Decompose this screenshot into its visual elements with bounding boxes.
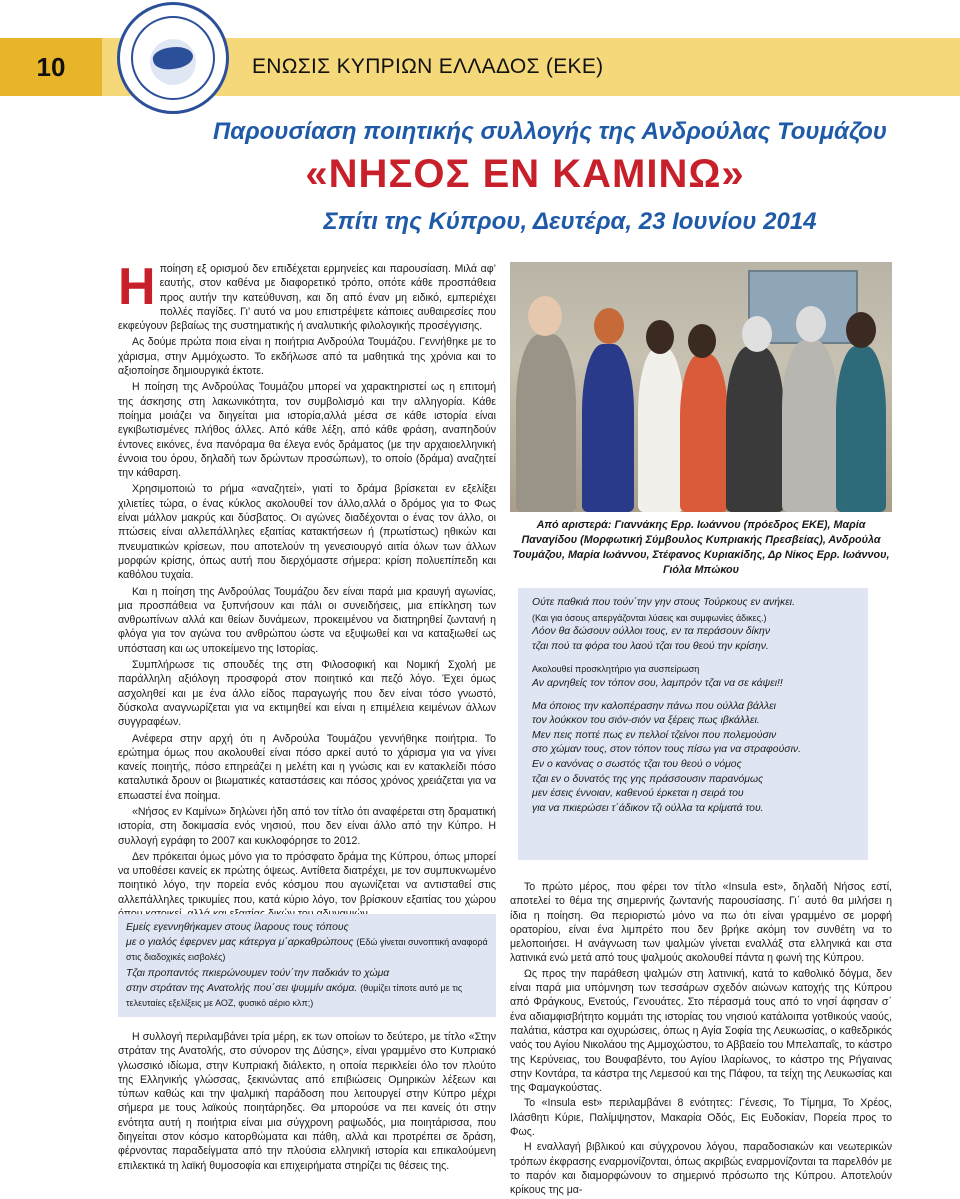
paragraph: Το πρώτο μέρος, που φέρει τον τίτλο «Insula est», δηλαδή Νήσος εστί, αποτελεί το θέμα της σημερινής ζωντανής παρουσίασης. Γι΄ αυτό θα μιλήσει η ίδια η ποίηση. Θα περιοριστώ μόνο να πω ότι είναι γραμμένο σε μορφή ορατορίου, είναι ένα λιμπρέτο που δεν βρήκε ακόμη τον συνθέτη να το μελοποιήσει. Η ανάγνωση των ψαλμών γίνεται εναλλάξ στα ελληνικά και στα λατινικά ενώ μετά από τους ψαλμούς ακολουθεί πάντα η φωνή της Κύπρου. <box>510 881 892 965</box>
quote-line: Εμείς εγεννηθήκαμεν στους ίλαρους τους τόπους <box>126 922 349 933</box>
person <box>782 340 838 512</box>
article-kicker: Παρουσίαση ποιητικής συλλογής της Ανδρούλας Τουμάζου <box>212 118 887 145</box>
poem-line: για να πκιερώσει τ΄άδικον τζι ούλλα τα κρίματά του. <box>532 802 764 814</box>
poem-line: Ούτε παθκιά που τούν΄την γην στους Τούρκους εν ανήκει. <box>532 597 795 608</box>
person-head <box>646 320 674 354</box>
poem-gap <box>532 692 854 700</box>
person <box>836 346 886 512</box>
event-photo <box>510 262 892 512</box>
person <box>582 344 634 512</box>
poem-line: τζαι εν ο δυνατός της γης πράσσουσιν παρανόμως <box>532 773 764 785</box>
paragraph: Η ποίηση της Ανδρούλας Τουμάζου μπορεί να χαρακτηριστεί ως η επιτομή της άσκησης στη λακωνικότητα, τον συμβολισμό και την αλληγορία. Κάθε ποίημα μοιάζει να διηγείται μια ιστορία,αλλά μέσα σε κάθε ιστορία είναι εγκιβωτισμένες πλήθος άλλες. Από κάθε λέξη, από κάθε φράση, αναπηδούν έντονες εικόνες, ένα πανόραμα θα έλεγα ενός δράματος (με την αρχαιοελληνική έννοια του όρου, δηλαδή των δρώντων προσώπων), το οποίο (δράμα) αναζητεί την κάθαρση. <box>118 381 496 480</box>
poem-line: Μα όποιος την καλοπέρασην πάνω που ούλλα βάλλει <box>532 700 776 712</box>
paragraph: Το «Insula est» περιλαμβάνει 8 ενότητες: Γένεσις, Το Τίμημα, Το Χρέος, Ιλάσθητι Κύριε, Παλίμψηστον, Μακαρία Οδός, Εις Ευδοκίαν, Πορεία προς το Φως. <box>510 1097 892 1139</box>
article-title: «ΝΗΣΟΣ ΕΝ ΚΑΜΙΝΩ» <box>305 152 745 196</box>
paragraph: Και η ποίηση της Ανδρούλας Τουμάζου δεν είναι παρά μια κραυγή αγωνίας, μια προσπάθεια να ξυπνήσουν και πάλι οι συνειδήσεις, μια επίκληση των ανθρωπίνων αλλά και θείων δυνάμεων, προκειμένου να διατηρηθεί ζωντανή η φλόγα για τον αγώνα του ανθρώπου ώστε να εξυψωθεί και να καταξιωθεί ως υπόσταση και ως υποκείμενο της Ιστορίας. <box>118 585 496 655</box>
article-subtitle: Σπίτι της Κύπρου, Δευτέρα, 23 Ιουνίου 2014 <box>323 208 817 235</box>
poem-gap <box>532 654 854 662</box>
dropcap: Η <box>118 258 156 316</box>
person <box>680 354 728 512</box>
paragraph: «Νήσος εν Καμίνω» δηλώνει ήδη από τον τίτλο ότι αναφέρεται στη δραματική ιστορία, στη δοκιμασία ενός νησιού, που δεν είναι άλλο από την Κύπρο. Η συλλογή εγράφη το 2007 και κυκλοφόρησε το 2012. <box>118 805 496 847</box>
paragraph: Δεν πρόκειται όμως μόνο για το πρόσφατο δράμα της Κύπρου, όπως μπορεί να υποθέσει κανείς εκ πρώτης όψεως. Αντίθετα διατρέχει, με τον συμπυκνωμένο ποιητικό λόγο, την πορεία ενός κόσμου που αγωνίζεται να αντισταθεί στις αλλεπάλληλες τρικυμίες που, κατά κύριο λόγο, τον βρίσκουν εξαιτίας του χώρου <box>118 850 496 906</box>
cyprus-map-icon <box>151 43 195 73</box>
poem-line: Μεν πεις ποττέ πως εν πελλοί τζείνοι που πολεμούσιν <box>532 729 777 741</box>
poem-line: τον λούκκον του σιόν-σιόν να ξέρεις πως ιβκάλλει. <box>532 715 760 727</box>
right-column <box>510 880 892 1199</box>
photo-caption: Από αριστερά: Γιαννάκης Ερρ. Ιωάννου (πρόεδρος ΕΚΕ), Μαρία Παναγίδου (Μορφωτική Σύμβουλος Κυπριακής Πρεσβείας), Ανδρούλα Τουμάζου, Μαρία Ιωάννου, Στέφανος Κυριακίδης, Δρ Νίκος Ερρ. Ιωάννου, Γιόλα Μπώκου <box>512 519 890 576</box>
paragraph: Ανέφερα στην αρχή ότι η Ανδρούλα Τουμάζου γεννήθηκε ποιήτρια. Το ερώτημα όμως που ακολουθεί είναι πόσο αρκεί αυτό το χάρισμα για να γίνει κανείς ποιητής, πόσο επηρεάζει η μελέτη και η γνώσις και εν κατακλείδι πόσο καταλυτικά δρουν οι βιωματικές καταστάσεις και πόσος χρόνος χρειάζεται για να επωαστεί ένα ποίημα. <box>118 732 496 802</box>
left-column <box>118 258 496 923</box>
person <box>726 346 784 512</box>
paragraph: Χρησιμοποιώ το ρήμα «αναζητεί», γιατί το δράμα βρίσκεται εν εξελίξει χιλιετίες τώρα, ο ένας κύκλος ακολουθεί τον άλλο,αλλά ο δρόμος για το Φως είναι μάλλον μακρύς και δύσβατος. Οι αγώνες διαδέχονται ο ένας τον άλλο, οι πτώσεις είναι αλλεπάλληλες εξαιτίας κατακτήσεων ή (πρωτίστως) ηθικών και πνευματικών κρίσεων, που αποτελούν τη γενεσιουργό αιτία όλων των άλλων μορφών κρίσης, όπως αυτή που διερχόμαστε σήμερα: κρίση πολυεπίπεδη και καθόλου τυχαία. <box>118 483 496 582</box>
poem-line: στο χώμαν τους, στον τόπον τους πίσω για να στραφούσιν. <box>532 744 801 756</box>
person-head <box>594 308 624 344</box>
person-head <box>742 316 772 352</box>
paragraph: Η εναλλαγή βιβλικού και σύγχρονου λόγου, παραδοσιακών και νεωτερικών τρόπων έκφρασης εναρμονίζονται, όπως ακριβώς εναρμονίζονται τα παρελθόν με το παρόν και διαμορφώνουν το σημερινό πρόσωπο της Κύπρου. Αποτελούν κρίκους της μα- <box>510 1141 892 1197</box>
paragraph: Ηποίηση εξ ορισμού δεν επιδέχεται ερμηνείες και παρουσίαση. Μιλά αφ’ εαυτής, στον καθένα με διαφορετικό τρόπο, οπότε κάθε προσπάθεια προς αυτήν την κατεύθυνση, και δη από έναν μη ειδικό, εμπεριέχει πολλές παγίδες. Γι’ αυτό να μου επιστρέψετε κάποιες αυθαιρεσίες που εκφεύγουν βεβαίως της συστηματικής ή αναλυτικής φιλολογικής προσέγγισης. <box>118 258 496 333</box>
poem-line: Αν αρνηθείς τον τόπον σου, λαμπρόν τζαι να σε κάψει!! <box>532 677 783 689</box>
seal-inner <box>131 16 215 100</box>
quote-line: στην στράταν της Ανατολής που΄σει ψυμμίν ακόμα. (θυμίζει τίποτε αυτό με τις τελευταίες εξελίξεις με ΑΟΖ, φυσικό αέριο κλπ;) <box>126 982 463 1009</box>
paragraph: Ας δούμε πρώτα ποια είναι η ποιήτρια Ανδρούλα Τουμάζου. Γεννήθηκε με το χάρισμα, στην Αμμόχωστο. Το εκδήλωσε από τα μαθητικά της χρόνια και το αξιοποίησε δημιουργικά έκτοτε. <box>118 336 496 378</box>
person-head <box>796 306 826 342</box>
quote-line: Τζαι προπαντός πκιερώνουμεν τούν΄την παδκιάν το χώμα <box>126 967 390 979</box>
paragraph: Ως προς την παράθεση ψαλμών στη λατινική, κατά το καθολικό δόγμα, δεν είναι παρά μια υπόμνηση των τεσσάρων σχεδόν αιώνων κατοχής της Κύπρου από Φράγκους, Ενετούς, Γενουάτες. Στο πέρασμά τους από το νησί άφησαν σ΄ ένα αδιαμφισβήτητο κομμάτι της ιστορίας του νησιού κατάλοιπα γοτθικούς ναούς, παλάτια, κάστρα και οχυρώσεις, όπως η Αγία Σοφία της Λευκωσίας, ο καθεδρικός ναός του Αγίου Νικολάου της Αμμοχώστου, το Αββαείο του Μπελαπαΐς, το κάστρο της Κερύνειας, του Βουφαβέντο, του Αγίου Ιλαρίωνος, το κάστρο της Ρήγαινας στην Κοντάρα, τα κάστρα της Λεμεσού και της Πάφου, τα τείχη της Λευκωσίας και της Φαμαγκούστας. <box>510 967 892 1095</box>
quote-box <box>118 914 496 1017</box>
paragraph: Η συλλογή περιλαμβάνει τρία μέρη, εκ των οποίων το δεύτερο, με τίτλο «Στην στράταν της Ανατολής, στο σύνορον της Δύσης», είναι γραμμένο στο Κυπριακό γλωσσικό ιδίωμα, στην Κυπριακή διάλεκτο, η οποία περικλείει όλο τον πλούτο της Ελληνικής γλώσσας, ξεκινώντας από επιβιώσεις Ομηρικών λέξεων και τύπων καθώς και την ψαλμική παράδοση που λειτουργεί στην Κύπρο μέχρι σήμερα με τους λαϊκούς ποιητάρηδες. Θα μπορούσε να πει κανείς ότι στην ενότητα αυτή η ποιήτρια είναι μια σύγχρονη ραψωδός, μια ποιητάρισσα, που διηγείται στον κόσμο κατορθώματα και πάθη, αλλά και προτρέπει σε δράση, φέρνοντας παραδείγματα από την πλούσια ελληνική ιστορία και επικαλούμενη επιλεκτικά τη λαϊκή θυμοσοφία και επιχειρήματα στηρίζει τις θέσεις της. <box>118 1031 496 1172</box>
poem-line: τζαι πού τα φόρα του λαού τζαι του θεού την κρίσην. <box>532 640 769 652</box>
association-seal-logo <box>117 2 229 114</box>
poem-line: Εν ο κανόνας ο σωστός τζαι του θεού ο νόμος <box>532 758 742 770</box>
poem-note: (Και για όσους απεργάζονται λύσεις και συμφωνίες άδικες.) <box>532 612 767 623</box>
section-title: ΕΝΩΣΙΣ ΚΥΠΡΙΩΝ ΕΛΛΑΔΟΣ (ΕΚΕ) <box>252 55 604 78</box>
poem-line: Λόον θα δώσουν ούλλοι τους, εν τα περάσουν δίκην <box>532 626 771 638</box>
left-bottom-text <box>118 1030 496 1173</box>
person <box>516 334 576 512</box>
person-head <box>528 296 562 336</box>
poem-line: μεν έσεις έννοιαν, καθενού έρκεται η σειρά του <box>532 788 744 800</box>
paragraph: Συμπλήρωσε τις σπουδές της στη Φιλοσοφική και Νομική Σχολή με παράλληλη αξιόλογη προσφορά στον ποιητικό και πεζό λόγο. Έχει όμως ασχοληθεί και με ένα άλλο είδος παραγωγής που δεν είναι τόσο γνωστό, δύσκολα αναγνωρίζεται για να εκτιμηθεί και είναι η επιμέλεια κειμένων άλλων συγγραφέων. <box>118 659 496 729</box>
person-head <box>688 324 716 358</box>
poem-note: Ακολουθεί προσκλητήριο για συσπείρωση <box>532 664 700 675</box>
person-head <box>846 312 876 348</box>
person <box>638 348 684 512</box>
poem-box <box>518 588 868 860</box>
page-number: 10 <box>0 38 102 96</box>
quote-line: με ο γιαλός έφερνεν μας κάτεργα μ΄αρκαθρώπους (Εδώ γίνεται συνοπτική αναφορά στις διαδοχικές εισβολές) <box>126 937 488 963</box>
